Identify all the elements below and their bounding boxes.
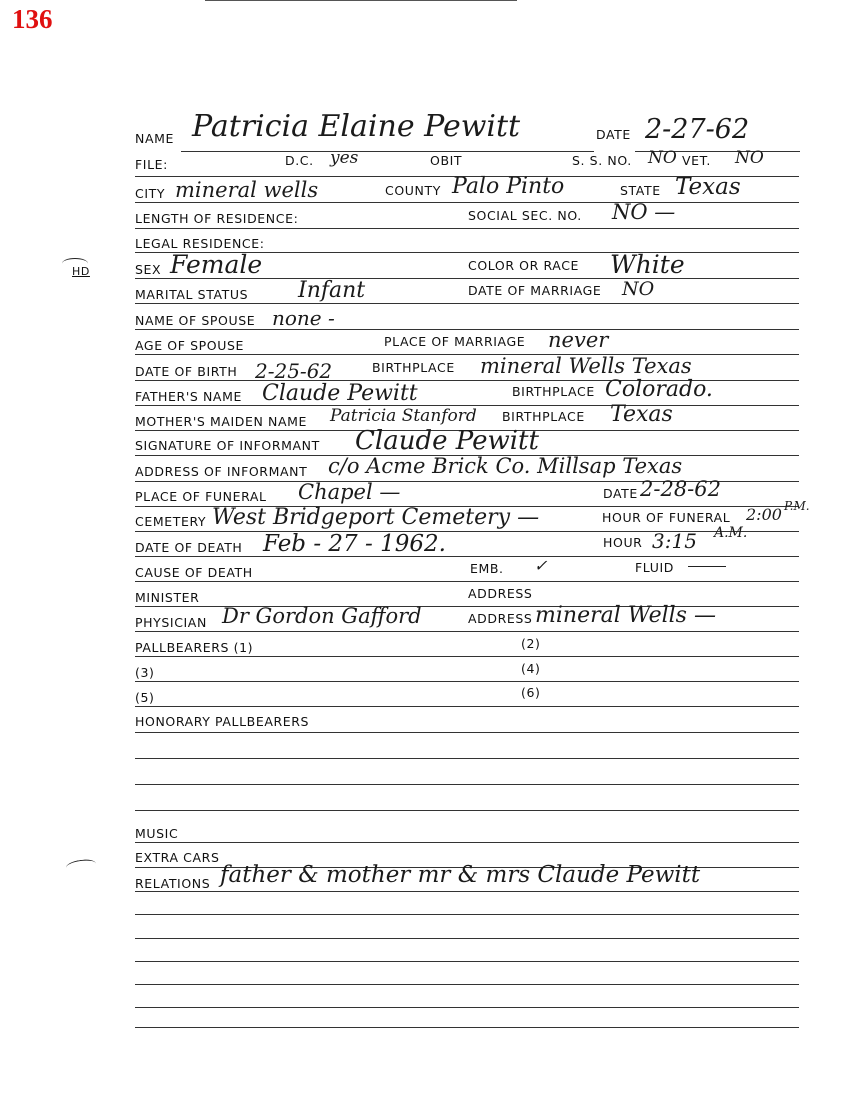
date-label: DATE xyxy=(596,127,631,142)
informant-signature-entry: Claude Pewitt xyxy=(355,426,539,456)
blank-line xyxy=(135,1027,799,1028)
blank-line xyxy=(135,810,799,811)
marital-status-label: MARITAL STATUS xyxy=(135,287,249,302)
extra-cars-label: EXTRA CARS xyxy=(135,850,220,865)
color-race-label: COLOR OR RACE xyxy=(468,258,580,273)
file-label: FILE: xyxy=(135,157,168,172)
funeral-date-label: DATE xyxy=(603,486,638,501)
record-date-entry: 2-27-62 xyxy=(645,114,750,145)
pallbearers-label: PALLBEARERS (1) xyxy=(135,640,254,655)
physician-address-entry: mineral Wells — xyxy=(535,603,716,628)
top-edge-line xyxy=(205,0,517,1)
state-label: STATE xyxy=(620,183,661,198)
marital-line xyxy=(135,303,799,304)
blank-line xyxy=(135,758,799,759)
place-of-funeral-entry: Chapel — xyxy=(298,480,401,504)
city-line xyxy=(135,202,799,203)
hour-of-death-entry: 3:15 xyxy=(652,529,697,553)
age-spouse-line xyxy=(135,354,799,355)
blank-line xyxy=(135,784,799,785)
margin-arc-mark xyxy=(62,258,88,269)
state-entry: Texas xyxy=(675,174,741,200)
father-birthplace-label: BIRTHPLACE xyxy=(512,384,595,399)
blank-line xyxy=(135,938,799,939)
social-sec-label: SOCIAL SEC. NO. xyxy=(468,208,582,223)
county-label: COUNTY xyxy=(385,183,441,198)
hour-of-funeral-suffix: P.M. xyxy=(784,499,810,513)
name-line xyxy=(181,151,594,152)
ss-no-label: S. S. NO. xyxy=(572,153,632,168)
spouse-line xyxy=(135,329,799,330)
margin-arc-mark xyxy=(65,858,96,873)
age-of-spouse-label: AGE OF SPOUSE xyxy=(135,338,244,353)
emb-label: EMB. xyxy=(470,561,504,576)
music-line xyxy=(135,842,799,843)
physician-line xyxy=(135,631,799,632)
place-of-marriage-label: PLACE OF MARRIAGE xyxy=(384,334,526,349)
date-of-birth-label: DATE OF BIRTH xyxy=(135,364,238,379)
margin-mark: HD xyxy=(72,265,90,278)
dc-entry: yes xyxy=(330,148,359,168)
dod-line xyxy=(135,556,799,557)
blank-line xyxy=(135,914,799,915)
relations-line xyxy=(135,891,799,892)
obit-label: OBIT xyxy=(430,153,463,168)
city-label: CITY xyxy=(135,186,166,201)
mothers-maiden-name-entry: Patricia Stanford xyxy=(330,406,477,426)
vet-entry: NO xyxy=(735,148,764,168)
informant-address-entry: c/o Acme Brick Co. Millsap Texas xyxy=(328,454,683,478)
place-of-funeral-label: PLACE OF FUNERAL xyxy=(135,489,267,504)
pallbearer-2-label: (2) xyxy=(521,636,541,651)
fathers-name-entry: Claude Pewitt xyxy=(262,381,418,406)
physician-entry: Dr Gordon Gafford xyxy=(222,604,422,628)
date-of-death-entry: Feb - 27 - 1962. xyxy=(263,531,446,557)
funeral-date-entry: 2-28-62 xyxy=(640,477,721,501)
cemetery-line xyxy=(135,531,799,532)
pallbearers-line xyxy=(135,681,799,682)
pallbearer-5-label: (5) xyxy=(135,690,155,705)
mother-birthplace-entry: Texas xyxy=(610,402,673,427)
fathers-name-label: FATHER'S NAME xyxy=(135,389,242,404)
pallbearer-4-label: (4) xyxy=(521,661,541,676)
pallbearers-line xyxy=(135,656,799,657)
residence-line xyxy=(135,228,799,229)
hour-of-funeral-label: HOUR OF FUNERAL xyxy=(602,510,731,525)
emb-entry: ✓ xyxy=(534,556,548,575)
honorary-line xyxy=(135,732,799,733)
marital-status-entry: Infant xyxy=(298,278,366,303)
sex-entry: Female xyxy=(170,250,263,279)
place-of-marriage-entry: never xyxy=(548,328,609,352)
sex-label: SEX xyxy=(135,262,162,277)
address-of-informant-label: ADDRESS OF INFORMANT xyxy=(135,464,308,479)
vet-label: VET. xyxy=(682,153,711,168)
blank-line xyxy=(135,984,799,985)
fluid-label: FLUID xyxy=(635,560,674,575)
legal-residence-label: LEGAL RESIDENCE: xyxy=(135,236,265,251)
name-label: NAME xyxy=(135,131,174,146)
blank-line xyxy=(135,1007,799,1008)
color-race-entry: White xyxy=(610,250,685,279)
relations-entry: father & mother mr & mrs Claude Pewitt xyxy=(220,862,701,888)
blank-line xyxy=(135,961,799,962)
social-sec-entry: NO — xyxy=(612,200,676,224)
fluid-dash-mark xyxy=(688,566,726,567)
relations-label: RELATIONS xyxy=(135,876,211,891)
pallbearers-line xyxy=(135,706,799,707)
minister-address-label: ADDRESS xyxy=(468,586,533,601)
mothers-maiden-name-label: MOTHER'S MAIDEN NAME xyxy=(135,414,308,429)
date-of-marriage-label: DATE OF MARRIAGE xyxy=(468,283,602,298)
birthplace-label: BIRTHPLACE xyxy=(372,360,455,375)
signature-of-informant-label: SIGNATURE OF INFORMANT xyxy=(135,438,320,453)
minister-label: MINISTER xyxy=(135,590,200,605)
date-of-marriage-entry: NO xyxy=(622,278,655,300)
father-birthplace-entry: Colorado. xyxy=(605,377,713,402)
city-entry: mineral wells xyxy=(175,178,319,202)
birthplace-entry: mineral Wells Texas xyxy=(480,354,692,378)
cemetery-label: CEMETERY xyxy=(135,514,207,529)
pallbearer-3-label: (3) xyxy=(135,665,155,680)
cause-of-death-label: CAUSE OF DEATH xyxy=(135,565,253,580)
name-of-spouse-label: NAME OF SPOUSE xyxy=(135,313,256,328)
physician-address-label: ADDRESS xyxy=(468,611,533,626)
hour-of-funeral-entry: 2:00 xyxy=(746,505,782,524)
county-entry: Palo Pinto xyxy=(452,174,565,199)
physician-label: PHYSICIAN xyxy=(135,615,207,630)
pallbearer-6-label: (6) xyxy=(521,685,541,700)
deceased-name-entry: Patricia Elaine Pewitt xyxy=(192,109,521,144)
length-of-residence-label: LENGTH OF RESIDENCE: xyxy=(135,211,299,226)
ss-no-entry: NO xyxy=(648,148,677,168)
cause-line xyxy=(135,581,799,582)
dob-entry: 2-25-62 xyxy=(255,359,333,383)
hour-label: HOUR xyxy=(603,535,643,550)
music-label: MUSIC xyxy=(135,826,179,841)
page-number: 136 xyxy=(12,4,53,34)
spouse-entry: none - xyxy=(272,306,335,330)
honorary-pallbearers-label: HONORARY PALLBEARERS xyxy=(135,714,310,729)
hour-of-death-suffix: A.M. xyxy=(714,525,748,541)
cemetery-entry: West Bridgeport Cemetery — xyxy=(212,505,540,530)
dc-label: D.C. xyxy=(285,153,314,168)
date-of-death-label: DATE OF DEATH xyxy=(135,540,243,555)
mother-birthplace-label: BIRTHPLACE xyxy=(502,409,585,424)
